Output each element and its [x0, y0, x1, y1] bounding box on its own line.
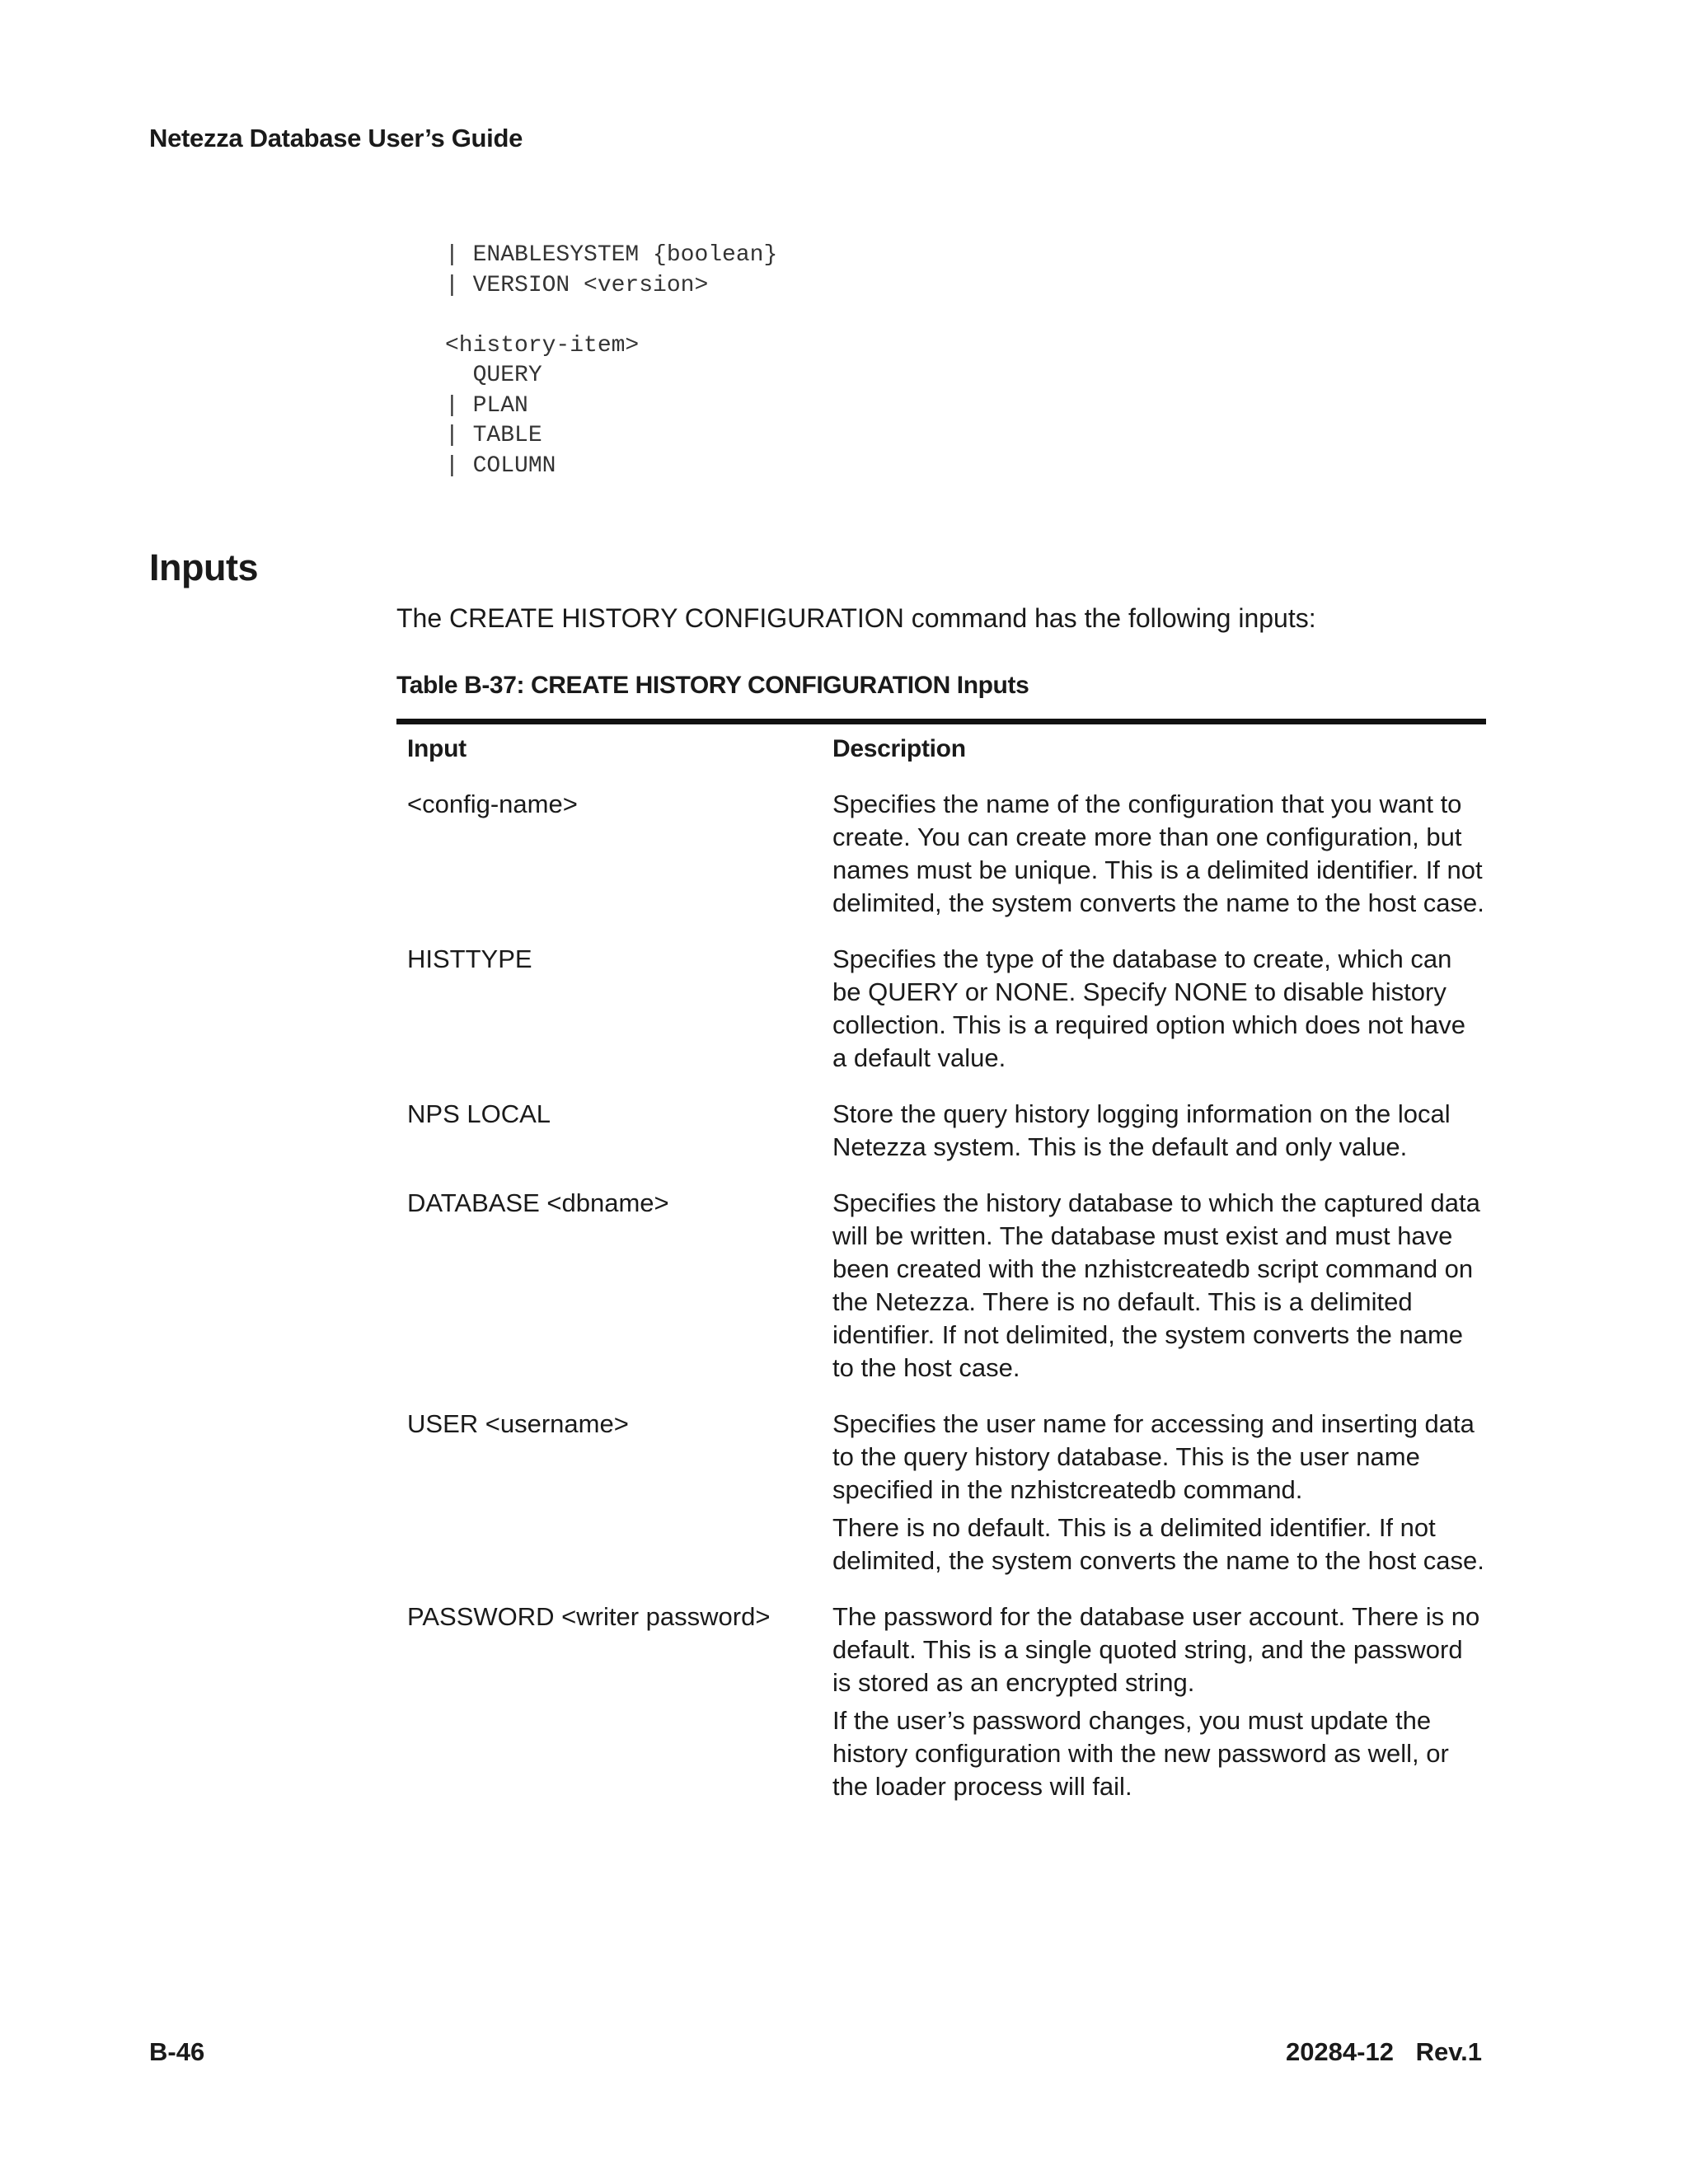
input-cell: USER <username> — [407, 1409, 629, 1438]
intro-paragraph: The CREATE HISTORY CONFIGURATION command has the following inputs: — [396, 603, 1316, 633]
input-cell: <config-name> — [407, 790, 578, 818]
table-row — [407, 1408, 1487, 1577]
running-header: Netezza Database User’s Guide — [149, 124, 523, 152]
description-paragraph: Specifies the type of the database to create, which can be QUERY or NONE. Specify NONE to disable history collection. This is a required option which does not have a default value. — [832, 944, 1465, 1072]
description-cell — [832, 788, 1485, 920]
section-heading: Inputs — [149, 546, 258, 588]
column-header-input: Input — [407, 735, 467, 762]
column-header-description: Description — [832, 735, 966, 762]
table-row — [407, 1601, 1487, 1803]
description-paragraph: There is no default. This is a delimited identifier. If not delimited, the system converts the name to the host case. — [832, 1513, 1484, 1575]
input-cell: DATABASE <dbname> — [407, 1188, 669, 1217]
page-number: B-46 — [149, 2037, 205, 2066]
document-revision: 20284-12 Rev.1 — [1285, 2037, 1482, 2066]
inputs-table-body — [407, 788, 1487, 1826]
input-cell: NPS LOCAL — [407, 1099, 551, 1128]
table-row — [407, 1098, 1487, 1164]
description-cell — [832, 943, 1485, 1075]
description-paragraph: The password for the database user account. There is no default. This is a single quoted string, and the password is stored as an encrypted string. — [832, 1602, 1480, 1697]
description-paragraph: Specifies the history database to which the captured data will be written. The database must exist and must have been created with the nzhistcreatedb script command on the Netezza. There is no default. This is a delimited identifier. If not delimited, the system converts the name to the host case. — [832, 1188, 1480, 1382]
table-top-rule — [396, 719, 1486, 724]
table-caption: Table B-37: CREATE HISTORY CONFIGURATION Inputs — [396, 672, 1029, 699]
description-paragraph: Specifies the name of the configuration that you want to create. You can create more than one configuration, but names must be unique. This is a delimited identifier. If not delimited, the system converts the name to the host case. — [832, 790, 1484, 917]
input-cell: HISTTYPE — [407, 944, 532, 973]
description-cell — [832, 1187, 1485, 1385]
description-paragraph: Specifies the user name for accessing and inserting data to the query history database. This is the user name specified in the nzhistcreatedb command. — [832, 1409, 1475, 1504]
description-cell — [832, 1408, 1485, 1577]
table-row — [407, 788, 1487, 920]
table-row — [407, 943, 1487, 1075]
input-cell: PASSWORD <writer password> — [407, 1602, 771, 1631]
description-cell — [832, 1601, 1485, 1803]
description-paragraph: If the user’s password changes, you must update the history configuration with the new password as well, or the loader process will fail. — [832, 1706, 1449, 1801]
description-cell — [832, 1098, 1485, 1164]
description-paragraph: Store the query history logging information on the local Netezza system. This is the default and only value. — [832, 1099, 1451, 1161]
syntax-code-block: | ENABLESYSTEM {boolean} | VERSION <version> <history-item> QUERY | PLAN | TABLE | COLUMN — [445, 242, 778, 479]
table-row — [407, 1187, 1487, 1385]
